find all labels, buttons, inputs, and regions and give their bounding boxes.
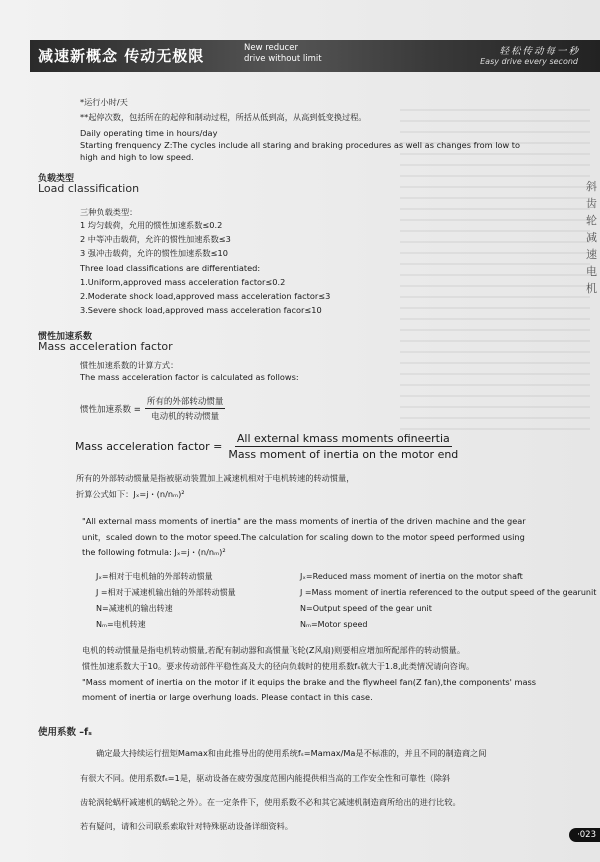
load-heading-cn: 负载类型 xyxy=(38,174,75,184)
formula-en-lhs: Mass acceleration factor = xyxy=(75,440,223,453)
formula-cn-denominator: 电动机的转动惯量 xyxy=(151,412,220,422)
note-line: Starting frenquency Z:The cycles include all staring and braking procedures as well as changes from low to xyxy=(80,140,521,150)
header-title-en-line1: New reducer xyxy=(244,43,298,53)
mass-intro-en: The mass acceleration factor is calculated as follows: xyxy=(80,372,299,382)
service-line: 若有疑问，请和公司联系索取针对特殊驱动设备详细资料。 xyxy=(80,821,293,831)
note-line: Daily operating time in hours/day xyxy=(80,128,218,138)
symbol-en: N=Output speed of the gear unit xyxy=(300,604,432,613)
mass-intro-cn: 惯性加速系数的计算方式： xyxy=(80,360,179,370)
mass-desc-cn: 折算公式如下：Jₓ=j・(n/nₘ)² xyxy=(76,489,185,499)
load-line: 3.Severe shock load,approved mass acceleration facor≤10 xyxy=(80,305,322,315)
formula-cn-numerator: 所有的外部转动惯量 xyxy=(146,397,224,407)
symbol-cn: N=减速机的输出转速 xyxy=(96,604,173,613)
mass-desc-en: unit，scaled down to the motor speed.The calculation for scaling down to the motor speed performed using xyxy=(82,532,525,542)
mass-note-en: "Mass moment of inertia on the motor if it equips the brake and the flywheel fan(Z fan),the components' mass xyxy=(82,677,537,687)
header-slogan-cn: 轻松传动每一秒 xyxy=(499,46,580,57)
load-line: 三种负载类型： xyxy=(80,207,138,217)
formula-en xyxy=(75,432,460,461)
formula-cn xyxy=(80,395,225,422)
mass-desc-cn: 所有的外部转动惯量是指被驱动装置加上减速机相对于电机转速的转动惯量， xyxy=(76,473,355,483)
note-line: **起停次数，包括所在的起停和制动过程，所括从低到高，从高到低变换过程。 xyxy=(80,112,367,122)
mass-desc-en: the following fotmula: Jₓ=j・(n/nₘ)² xyxy=(82,547,226,557)
page-number: ·023 xyxy=(569,828,600,842)
mass-heading-cn: 惯性加速系数 xyxy=(38,332,93,342)
header-title-en-line2: drive without limit xyxy=(244,54,322,64)
service-line: 确定最大持续运行扭矩Mamax和由此推导出的使用系统fₛ=Mamax/Ma是不标准的，并且不同的制造商之间 xyxy=(96,748,487,758)
side-label: 斜齿轮减速电机 xyxy=(586,180,597,295)
symbol-cn: J =相对于减速机输出轴的外部转动惯量 xyxy=(96,588,236,597)
symbol-en: J =Mass moment of inertia referenced to the output speed of the gearunit xyxy=(300,588,597,597)
header-title-en xyxy=(244,43,322,65)
load-line: 2 中等冲击载荷，允许的惯性加速系数≤3 xyxy=(80,234,231,244)
note-line: *运行小时/天 xyxy=(80,97,128,107)
load-line: 2.Moderate shock load,approved mass acceleration factor≤3 xyxy=(80,291,331,301)
formula-en-numerator: All external kmass moments ofineertia xyxy=(236,432,450,445)
mass-note-cn: 惯性加速系数大于10。要求传动部件平稳性高及大的径向负载时的使用系数fₛ就大于1.8,此类情况请向咨询。 xyxy=(82,661,475,671)
header-slogan-en: Easy drive every second xyxy=(480,57,578,66)
header-banner xyxy=(30,40,600,72)
service-line: 有很大不同。使用系数fₛ=1是，驱动设备在疲劳强度范围内能提供相当高的工作安全性和可靠性（除斜 xyxy=(80,773,451,783)
symbol-cn: Jₓ=相对于电机轴的外部转动惯量 xyxy=(96,572,213,581)
mass-heading-en: Mass acceleration factor xyxy=(38,340,173,353)
service-line: 齿轮涡轮蜗杆减速机的蜗轮之外）。在一定条件下，使用系数不必和其它减速机制造商所给出的进行比较。 xyxy=(80,797,461,807)
mass-note-en: moment of inertia or large overhung loads. Please contact in this case. xyxy=(82,692,373,702)
load-line: 1 均匀载荷，允用的惯性加速系数≤0.2 xyxy=(80,220,223,230)
load-line: 1.Uniform,approved mass acceleration factor≤0.2 xyxy=(80,277,286,287)
load-line: Three load classifications are differentiated: xyxy=(80,263,261,273)
formula-en-denominator: Mass moment of inertia on the motor end xyxy=(228,448,459,461)
formula-cn-lhs: 惯性加速系数 = xyxy=(80,404,141,415)
bleed-through-text xyxy=(400,100,590,570)
service-heading: 使用系数 –fₛ xyxy=(38,727,92,738)
symbol-en: Nₘ=Motor speed xyxy=(300,620,368,629)
mass-desc-en: "All external mass moments of inertia" are the mass moments of inertia of the driven machine and the gear xyxy=(82,516,526,526)
mass-note-cn: 电机的转动惯量是指电机转动惯量,若配有制动器和高惯量飞轮(Z风扇)则要相应增加所配部件的转动惯量。 xyxy=(82,645,466,655)
note-line: high and high to low speed. xyxy=(80,152,194,162)
header-title-cn: 减速新概念 传动无极限 xyxy=(38,47,205,65)
symbol-cn: Nₘ=电机转速 xyxy=(96,620,146,629)
load-line: 3 强冲击载荷，允许的惯性加速系数≤10 xyxy=(80,248,228,258)
load-heading-en: Load classification xyxy=(38,182,140,195)
symbol-en: Jₓ=Reduced mass moment of inertia on the motor shaft xyxy=(300,572,523,581)
